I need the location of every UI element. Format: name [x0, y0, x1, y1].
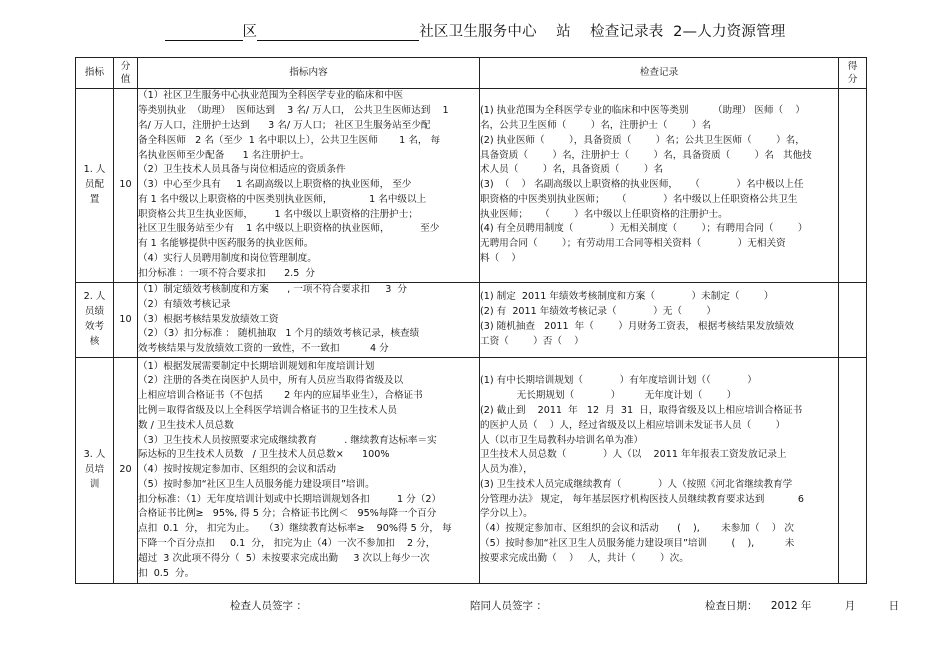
title-text: 社区卫生服务中心 站 检查记录表 2—人力资源管理	[419, 24, 786, 40]
text-line: （4）按时按规定参加市、区组织的会议和活动	[138, 464, 336, 476]
text-line: （4）按规定参加市、区组织的会议和活动 ( ), 未参加（ ） 次	[480, 523, 794, 535]
record-lines	[480, 290, 838, 349]
record-cell[interactable]	[480, 358, 839, 584]
text-line: （5）按时参加“社区卫生人员服务能力建设项目”培训 ( ), 未	[480, 538, 795, 550]
text-line: 无聘用合同（ ）；有劳动用工合同等相关资料（ ）无相关资	[480, 238, 786, 250]
text-line: 有 1 名能够提供中医药服务的执业医师。	[138, 238, 314, 250]
text-line: （4）实行人员聘用制度和岗位管理制度。	[138, 253, 317, 265]
text-line: (2) 有 2011 年绩效考核记录（ ）无（ ）	[480, 306, 716, 318]
text-line: 社区卫生服务站至少有 1 名中级以上职资格的执业医师， 至少	[138, 223, 440, 235]
result-cell[interactable]	[839, 358, 867, 584]
text-line: 上相应培训合格证书（不包括 2 年内的应届毕业生），合格证书	[138, 390, 423, 402]
text-line: (1) 有中长期培训规划（ ）有年度培训计划（（ ）	[480, 375, 757, 387]
content-lines	[138, 283, 479, 357]
text-line: 合格证书比例≥ 95%, 得 5 分；合格证书比例＜ 95%每降一个百分	[138, 508, 437, 520]
score-cell: 10	[114, 89, 138, 283]
text-line: （2）有绩效考核记录	[138, 298, 231, 310]
text-line: (1) 制定 2011 年绩效考核制度和方案（ ）未制定（ ）	[480, 291, 774, 303]
text-line: 名/ 万人口，注册护士达到 3 名/ 万人口； 社区卫生服务站至少配	[138, 119, 431, 131]
indicator-cell: 3. 人 员培 训	[76, 358, 114, 584]
content-cell	[138, 358, 480, 584]
text-line: 扣分标准 ：一项不符合要求扣 2.5 分	[138, 267, 316, 279]
text-line: （5）按时参加“社区卫生人员服务能力建设项目”培训。	[138, 478, 375, 490]
text-line: (4) 有全员聘用制度（ ）无相关制度（ ）；有聘用合同（ ）	[480, 223, 808, 235]
header-result: 得 分	[839, 58, 867, 89]
record-lines	[480, 374, 838, 566]
text-line: 比例＝取得省级及以上全科医学培训合格证书的卫生技术人员	[138, 404, 398, 416]
text-line: 点扣 0.1 分， 扣完为止。 （3）继续教育达标率≥ 90%得 5 分， 每	[138, 523, 452, 535]
text-line: 的医护人员（ ）人，经过省级及以上相应培训未发证书人员（ ）	[480, 419, 786, 431]
text-line: 扣分标准：（1）无年度培训计划或中长期培训规划各扣 1 分（2）	[138, 493, 442, 505]
companion-signature[interactable]: 陪同人员签字 ：	[470, 600, 547, 612]
text-line: (3) 卫生技术人员完成继续教育（ ）人（按照《河北省继续教育学	[480, 478, 793, 490]
indicator-cell: 1. 人 员配 置	[76, 89, 114, 283]
text-line: (2) 截止到 2011 年 12 月 31 日，取得省级及以上相应培训合格证书	[480, 404, 803, 416]
district-suffix: 区	[242, 24, 258, 40]
text-line: 名执业医师至少配备 1 名注册护士。	[138, 149, 310, 161]
text-line: （1）制定绩效考核制度和方案 , 一项不符合要求扣 3 分	[138, 284, 408, 295]
text-line: （2）卫生技术人员具备与岗位相适应的资质条件	[138, 164, 346, 176]
text-line: (1) 执业范围为全科医学专业的临床和中医等类别 （助理） 医师（ ）	[480, 105, 805, 117]
text-line: 效考核结果与发放绩效工资的一致性，不一致扣 4 分	[138, 343, 389, 355]
text-line: 分管理办法》 规定， 每年基层医疗机构医技人员继续教育要求达到 6	[480, 493, 804, 505]
result-cell[interactable]	[839, 283, 867, 358]
content-lines	[138, 360, 479, 582]
header-content: 指标内容	[138, 58, 480, 89]
text-line: (2) 执业医师（ ），具备资质（ ）名；公共卫生医师（ ）名，	[480, 134, 805, 146]
text-line: （1）社区卫生服务中心执业范围为全科医学专业的临床和中医	[138, 90, 404, 102]
table-row	[76, 89, 867, 283]
center-name-blank[interactable]	[257, 26, 419, 41]
text-line: 具备资质（ ）名，注册护士（ ）名，具备资质（ ）名 其他技	[480, 149, 812, 161]
record-lines	[480, 104, 838, 267]
table-row	[76, 283, 867, 358]
text-line: 超过 3 次此项不得分（ 5）未按要求完成出勤 3 次以上每少一次	[138, 552, 430, 564]
text-line: 备全科医师 2 名（至少 1 名中职以上），公共卫生医师 1 名， 每	[138, 134, 441, 146]
text-line: 名，公共卫生医师（ ）名，注册护士（ ）名	[480, 119, 712, 131]
text-line: 职资格的中医类别执业医师； （ ）名中级以上任职资格公共卫生	[480, 193, 798, 205]
text-line: 职资格公共卫生执业医师， 1 名中级以上职资格的注册护士；	[138, 208, 418, 220]
content-cell	[138, 283, 480, 358]
header-record: 检查记录	[480, 58, 839, 89]
text-line: （3）中心至少具有 1 名副高级以上职资格的执业医师， 至少	[138, 179, 412, 191]
record-cell[interactable]	[480, 283, 839, 358]
text-line: 人（以市卫生局教科办培训名单为准）	[480, 434, 644, 446]
inspection-date[interactable]: 检查日期： 2012 年 月 日	[705, 600, 900, 612]
text-line: 下降一个百分点扣 0.1 分， 扣完为止（4）一次不参加扣 2 分，	[138, 538, 436, 550]
text-line: （2）（3）扣分标准 ： 随机抽取 1 个月的绩效考核记录，核查绩	[138, 328, 420, 340]
table-row	[76, 358, 867, 584]
text-line: 数 / 卫生技术人员总数	[138, 419, 234, 431]
inspector-signature[interactable]: 检查人员签字 ：	[230, 600, 307, 612]
content-lines	[138, 89, 479, 281]
inspection-table	[75, 57, 867, 584]
text-line: 无长期规划（ ） 无年度计划（ ）	[480, 390, 737, 402]
text-line: 术人员（ ）名，具备资质（ ）名	[480, 164, 664, 176]
table-header-row	[76, 58, 867, 89]
text-line: 等类别执业 （助理） 医师达到 3 名/ 万人口， 公共卫生医师达到 1	[138, 105, 449, 117]
text-line: 人员为准），	[480, 464, 533, 476]
text-line: （1）根据发展需要制定中长期培训规划和年度培训计划	[138, 360, 375, 372]
header-indicator: 指标	[76, 58, 114, 89]
score-cell: 10	[114, 283, 138, 358]
text-line: 工资（ ）否（ ）	[480, 335, 584, 347]
text-line: 按要求完成出勤（ ） 人，共计（ ）次。	[480, 552, 689, 564]
district-name-blank[interactable]	[165, 26, 243, 41]
header-score: 分 值	[114, 58, 138, 89]
result-cell[interactable]	[839, 89, 867, 283]
text-line: 际达标的卫生技术人员数 / 卫生技术人员总数× 100%	[138, 449, 390, 461]
text-line: （3）根据考核结果发放绩效工资	[138, 313, 279, 325]
text-line: (3) （ ） 名副高级以上职资格的执业医师， （ ）名中极以上任	[480, 179, 804, 191]
text-line: 有 1 名中级以上职资格的中医类别执业医师， 1 名中级以上	[138, 193, 427, 205]
content-cell	[138, 89, 480, 283]
text-line: 学分以上）。	[480, 508, 533, 520]
record-cell[interactable]	[480, 89, 839, 283]
score-cell: 20	[114, 358, 138, 584]
page-title	[0, 20, 950, 41]
text-line: 扣 0.5 分。	[138, 567, 195, 579]
text-line: （3）卫生技术人员按照要求完成继续教育 . 继续教育达标率＝实	[138, 434, 437, 446]
text-line: (3) 随机抽查 2011 年（ ）月财务工资表， 根据考核结果发放绩效	[480, 321, 794, 332]
indicator-cell: 2. 人 员绩 效考 核	[76, 283, 114, 358]
text-line: 卫生技术人员总数（ ）人（以 2011 年年报表工资发放记录上	[480, 449, 787, 461]
text-line: （2）注册的各类在岗医护人员中，所有人员应当取得省级及以	[138, 375, 404, 387]
text-line: 料（ ）	[480, 253, 521, 265]
text-line: 执业医师； （ ）名中级以上任职资格的注册护士。	[480, 208, 728, 220]
